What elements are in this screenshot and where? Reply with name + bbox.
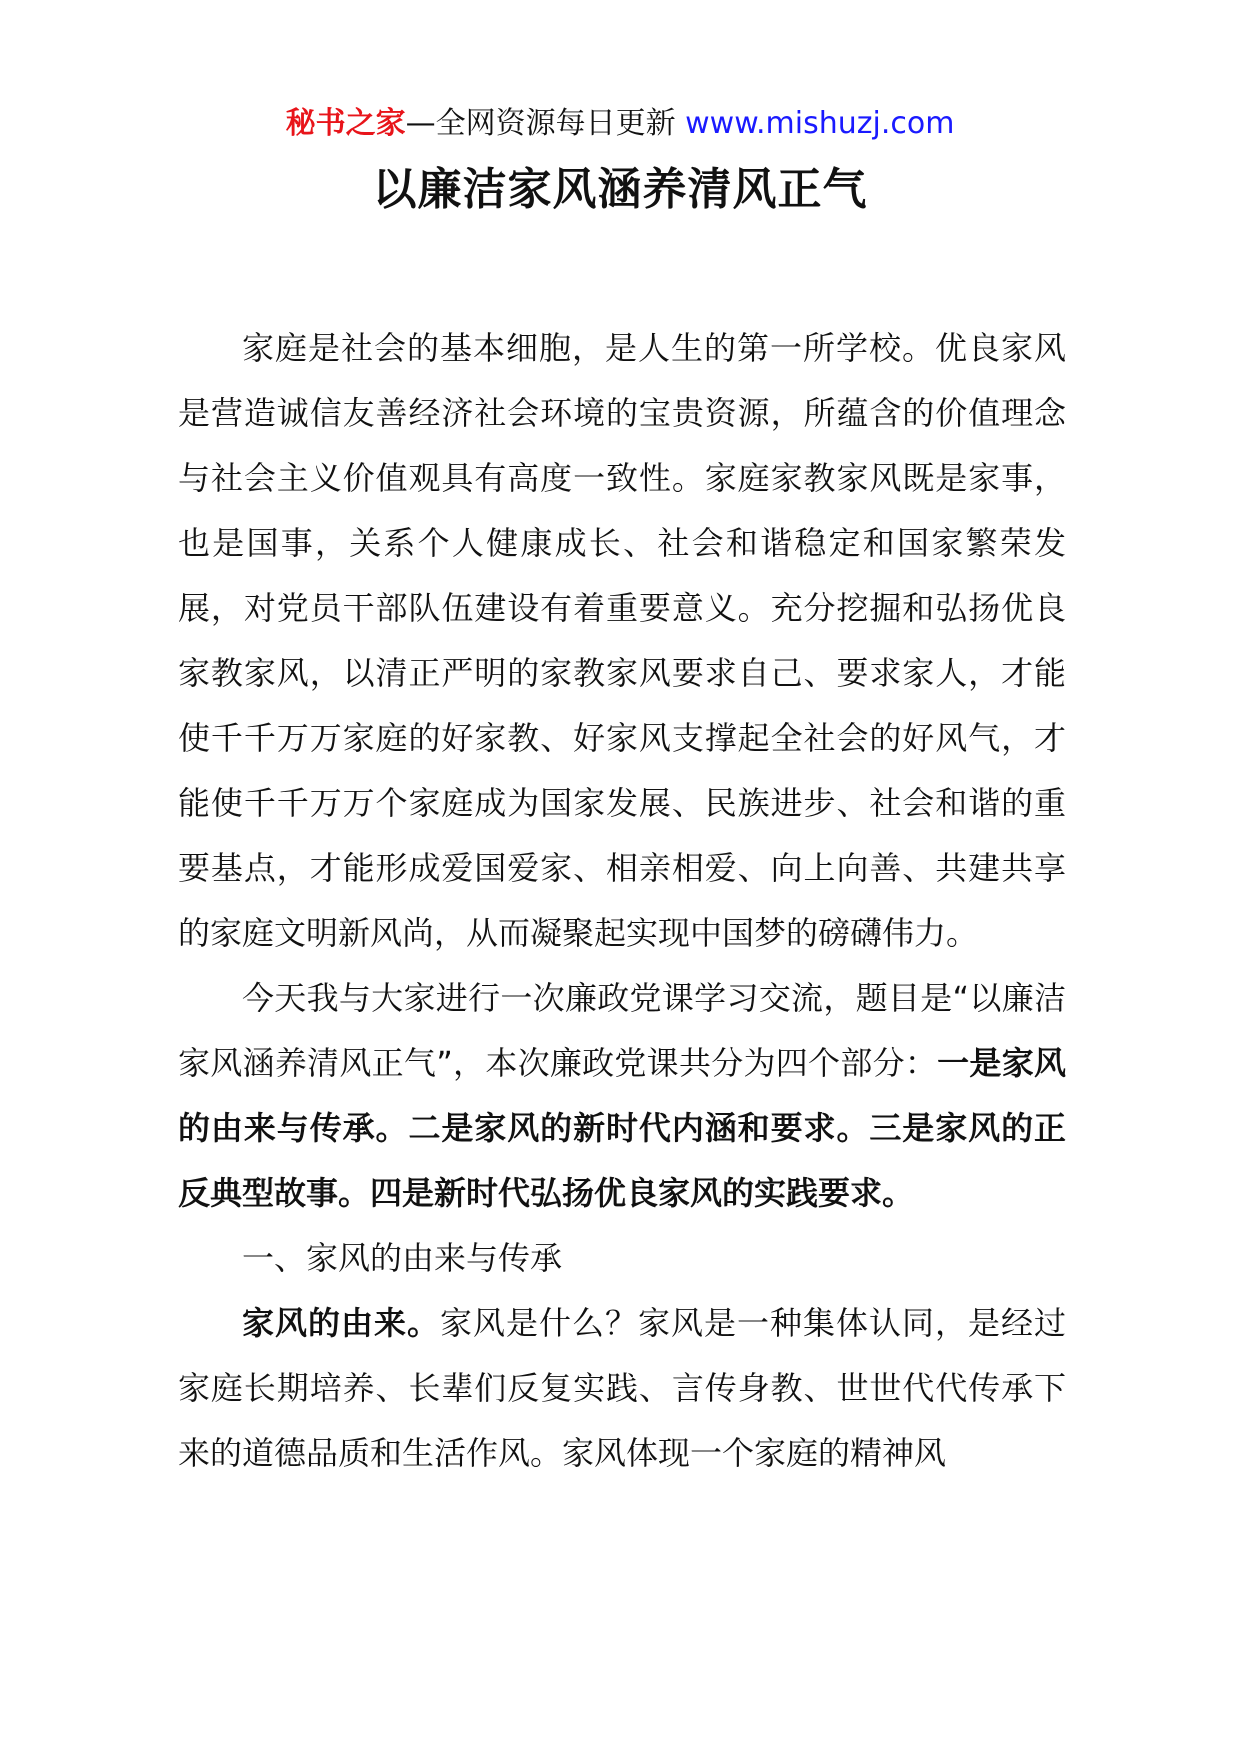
origin-text: 家风是什么？家风是一种集体认同，是经过家庭长期培养、长辈们反复实践、言传身教、世世代代传承下来的道德品质和生活作风。家风体现一个家庭的精神风 <box>178 1304 1066 1472</box>
brand-name: 秘书之家 <box>285 106 406 141</box>
section-heading-1: 一、家风的由来与传承 <box>242 1239 563 1277</box>
outline-parts-text: 一是家风的由来与传承。二是家风的新时代内涵和要求。三是家风的正反典型故事。四是新时代弘扬优良家风的实践要求。 <box>178 1044 1066 1212</box>
outline-paragraph <box>178 966 1066 1226</box>
document-body <box>178 316 1066 1486</box>
document-title: 以廉洁家风涵养清风正气 <box>372 164 868 215</box>
header-tagline: —全网资源每日更新 <box>405 106 686 141</box>
outline-intro-text: 今天我与大家进行一次廉政党课学习交流，题目是“以廉洁家风涵养清风正气”，本次廉政党课共分为四个部分： <box>178 979 1066 1082</box>
origin-paragraph <box>178 1291 1066 1486</box>
site-header <box>0 104 1240 144</box>
intro-paragraph: 家庭是社会的基本细胞，是人生的第一所学校。优良家风是营造诚信友善经济社会环境的宝贵资源，所蕴含的价值理念与社会主义价值观具有高度一致性。家庭家教家风既是家事，也是国事，关系个人健康成长、社会和谐稳定和国家繁荣发展，对党员干部队伍建设有着重要意义。充分挖掘和弘扬优良家教家风，以清正严明的家教家风要求自己、要求家人，才能使千千万万家庭的好家教、好家风支撑起全社会的好风气，才能使千千万万个家庭成为国家发展、民族进步、社会和谐的重要基点，才能形成爱国爱家、相亲相爱、向上向善、共建共享的家庭文明新风尚，从而凝聚起实现中国梦的磅礴伟力。 <box>178 329 1066 952</box>
origin-lead-in: 家风的由来。 <box>242 1304 440 1342</box>
site-url-link[interactable]: www.mishuzj.com <box>685 106 955 141</box>
